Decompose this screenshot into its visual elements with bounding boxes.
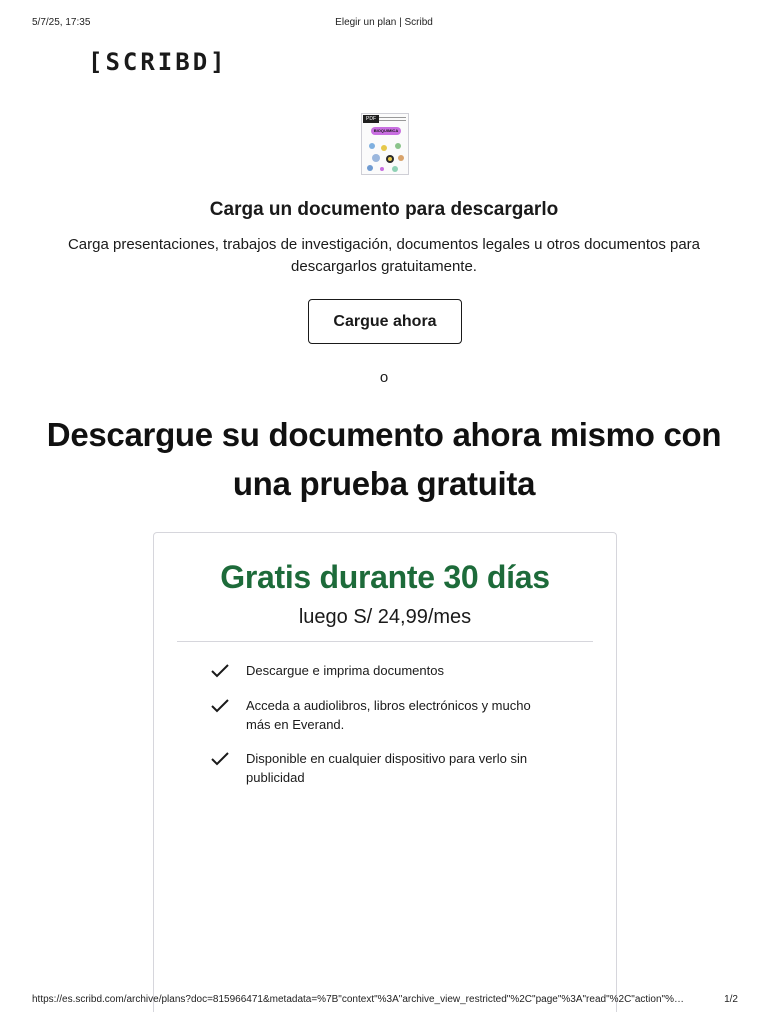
check-icon	[210, 751, 230, 767]
trial-headline: Descargue su documento ahora mismo con una prueba gratuita	[46, 416, 722, 502]
page-url: https://es.scribd.com/archive/plans?doc=815966471&metadata=%7B"context"%3A"archive_view_restricted"%2C"page"%3A"read"%2C"action"%…	[32, 994, 684, 1005]
upload-description: Carga presentaciones, trabajos de investigación, documentos legales u otros documentos para descargarlos gratuitamente.	[67, 236, 701, 275]
feature-text: Acceda a audiolibros, libros electrónicos y mucho más en Everand.	[246, 698, 531, 732]
check-icon	[210, 698, 230, 714]
feature-item	[210, 749, 550, 787]
document-thumbnail	[361, 113, 409, 175]
plan-card[interactable]	[153, 532, 617, 1012]
feature-text: Descargue e imprima documentos	[246, 663, 444, 678]
print-page-title: Elegir un plan | Scribd	[335, 17, 433, 28]
plan-headline: Gratis durante 30 días	[220, 559, 550, 595]
check-icon	[210, 663, 230, 679]
print-header	[0, 17, 768, 31]
feature-item	[210, 661, 550, 680]
plan-divider	[177, 641, 593, 642]
print-datetime: 5/7/25, 17:35	[32, 17, 91, 28]
pdf-badge: PDF	[363, 115, 379, 123]
upload-now-button[interactable]: Cargue ahora	[308, 299, 462, 344]
feature-list	[210, 661, 550, 787]
or-separator: o	[379, 369, 389, 386]
feature-text: Disponible en cualquier dispositivo para verlo sin publicidad	[246, 751, 528, 785]
thumbnail-illustration	[362, 114, 409, 175]
scribd-logo[interactable]: [SCRIBD]	[88, 48, 228, 76]
thumbnail-title: BIOQUIMICA	[371, 127, 401, 135]
upload-title: Carga un documento para descargarlo	[209, 199, 559, 220]
feature-item	[210, 696, 550, 734]
plan-price: luego S/ 24,99/mes	[298, 606, 472, 628]
print-footer	[0, 994, 768, 1008]
page-number: 1/2	[724, 994, 738, 1005]
